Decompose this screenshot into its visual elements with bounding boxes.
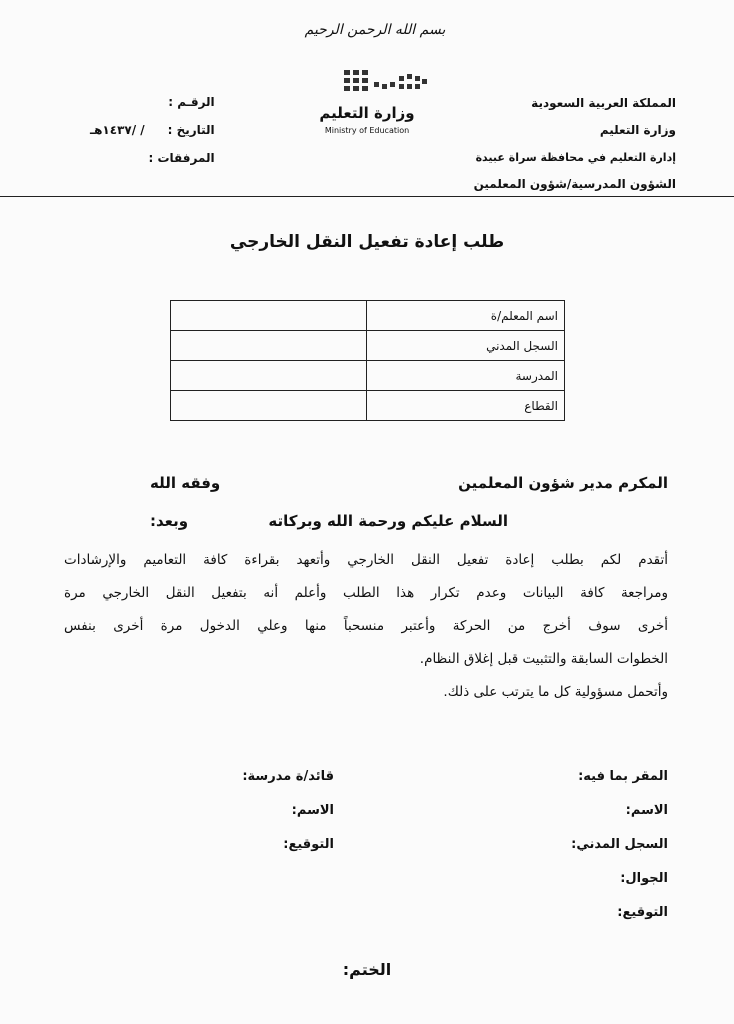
ministry-logo xyxy=(306,68,426,140)
basmala: بسم الله الرحمن الرحيم xyxy=(304,22,446,38)
attachments-label: المرفقات : xyxy=(148,151,215,165)
request-body xyxy=(64,544,668,709)
logo-name-english: Ministry of Education xyxy=(324,126,410,135)
civil-record-label: السجل المدني xyxy=(367,331,565,361)
applicant-mobile-label: الجوال: xyxy=(620,871,668,886)
date-label: التاريخ : xyxy=(167,123,215,137)
teacher-name-label: اسم المعلم/ة xyxy=(367,301,565,331)
applicant-civil-record-label: السجل المدني: xyxy=(571,837,668,852)
body-line: ومراجعة كافة البيانات وعدم تكرار هذا الطلب وأعلم أنه بتفعيل النقل الخارجي مرة xyxy=(64,585,668,601)
table-row xyxy=(171,391,565,421)
principal-name-label: الاسم: xyxy=(291,803,334,818)
document-title: طلب إعادة تفعيل النقل الخارجي xyxy=(229,232,505,252)
applicant-signature-block xyxy=(468,760,668,930)
header-section: الشؤون المدرسية/شؤون المعلمين xyxy=(473,177,676,191)
logo-name-arabic: وزارة التعليم xyxy=(319,104,415,122)
reference-number-label: الرقـم : xyxy=(168,95,215,109)
header-org-block xyxy=(474,90,676,198)
sector-field[interactable] xyxy=(171,391,367,421)
applicant-declaration-label: المقر بما فيه: xyxy=(578,769,668,784)
principal-signature-label: التوقيع: xyxy=(283,837,334,852)
greeting: السلام عليكم ورحمة الله وبركاته xyxy=(268,512,508,530)
table-row xyxy=(171,331,565,361)
school-field[interactable] xyxy=(171,361,367,391)
sector-label: القطاع xyxy=(367,391,565,421)
logo-dots-icon xyxy=(344,68,428,94)
school-label: المدرسة xyxy=(367,361,565,391)
teacher-info-table xyxy=(170,300,565,421)
header-department: إدارة التعليم في محافظة سراة عبيدة xyxy=(475,151,676,164)
body-line: وأتحمل مسؤولية كل ما يترتب على ذلك. xyxy=(443,684,668,700)
principal-signature-block xyxy=(154,760,334,862)
body-line: الخطوات السابقة والتثبيت قبل إغلاق النظام. xyxy=(419,651,668,667)
table-row xyxy=(171,361,565,391)
date-value: / /١٤٣٧هـ xyxy=(90,123,145,137)
principal-title-label: قائد/ة مدرسة: xyxy=(242,769,334,784)
body-line: أخرى سوف أخرج من الحركة وأعتبر منسحباً منها وعلي الدخول مرة أخرى بنفس xyxy=(64,618,668,634)
body-line: أتقدم لكم بطلب إعادة تفعيل النقل الخارجي وأتعهد بقراءة كافة التعاميم والإرشادات xyxy=(64,552,668,568)
header-reference-block xyxy=(90,88,215,172)
header-ministry: وزارة التعليم xyxy=(599,123,676,137)
blessing: وفقه الله xyxy=(150,474,221,492)
after-greeting: وبعد: xyxy=(150,512,189,530)
header-country: المملكة العربية السعودية xyxy=(531,96,676,110)
seal-label: الختم: xyxy=(342,960,392,979)
teacher-name-field[interactable] xyxy=(171,301,367,331)
civil-record-field[interactable] xyxy=(171,331,367,361)
applicant-name-label: الاسم: xyxy=(625,803,668,818)
header-divider xyxy=(0,196,734,197)
applicant-signature-label: التوقيع: xyxy=(617,905,668,920)
addressee: المكرم مدير شؤون المعلمين xyxy=(458,474,668,492)
table-row xyxy=(171,301,565,331)
